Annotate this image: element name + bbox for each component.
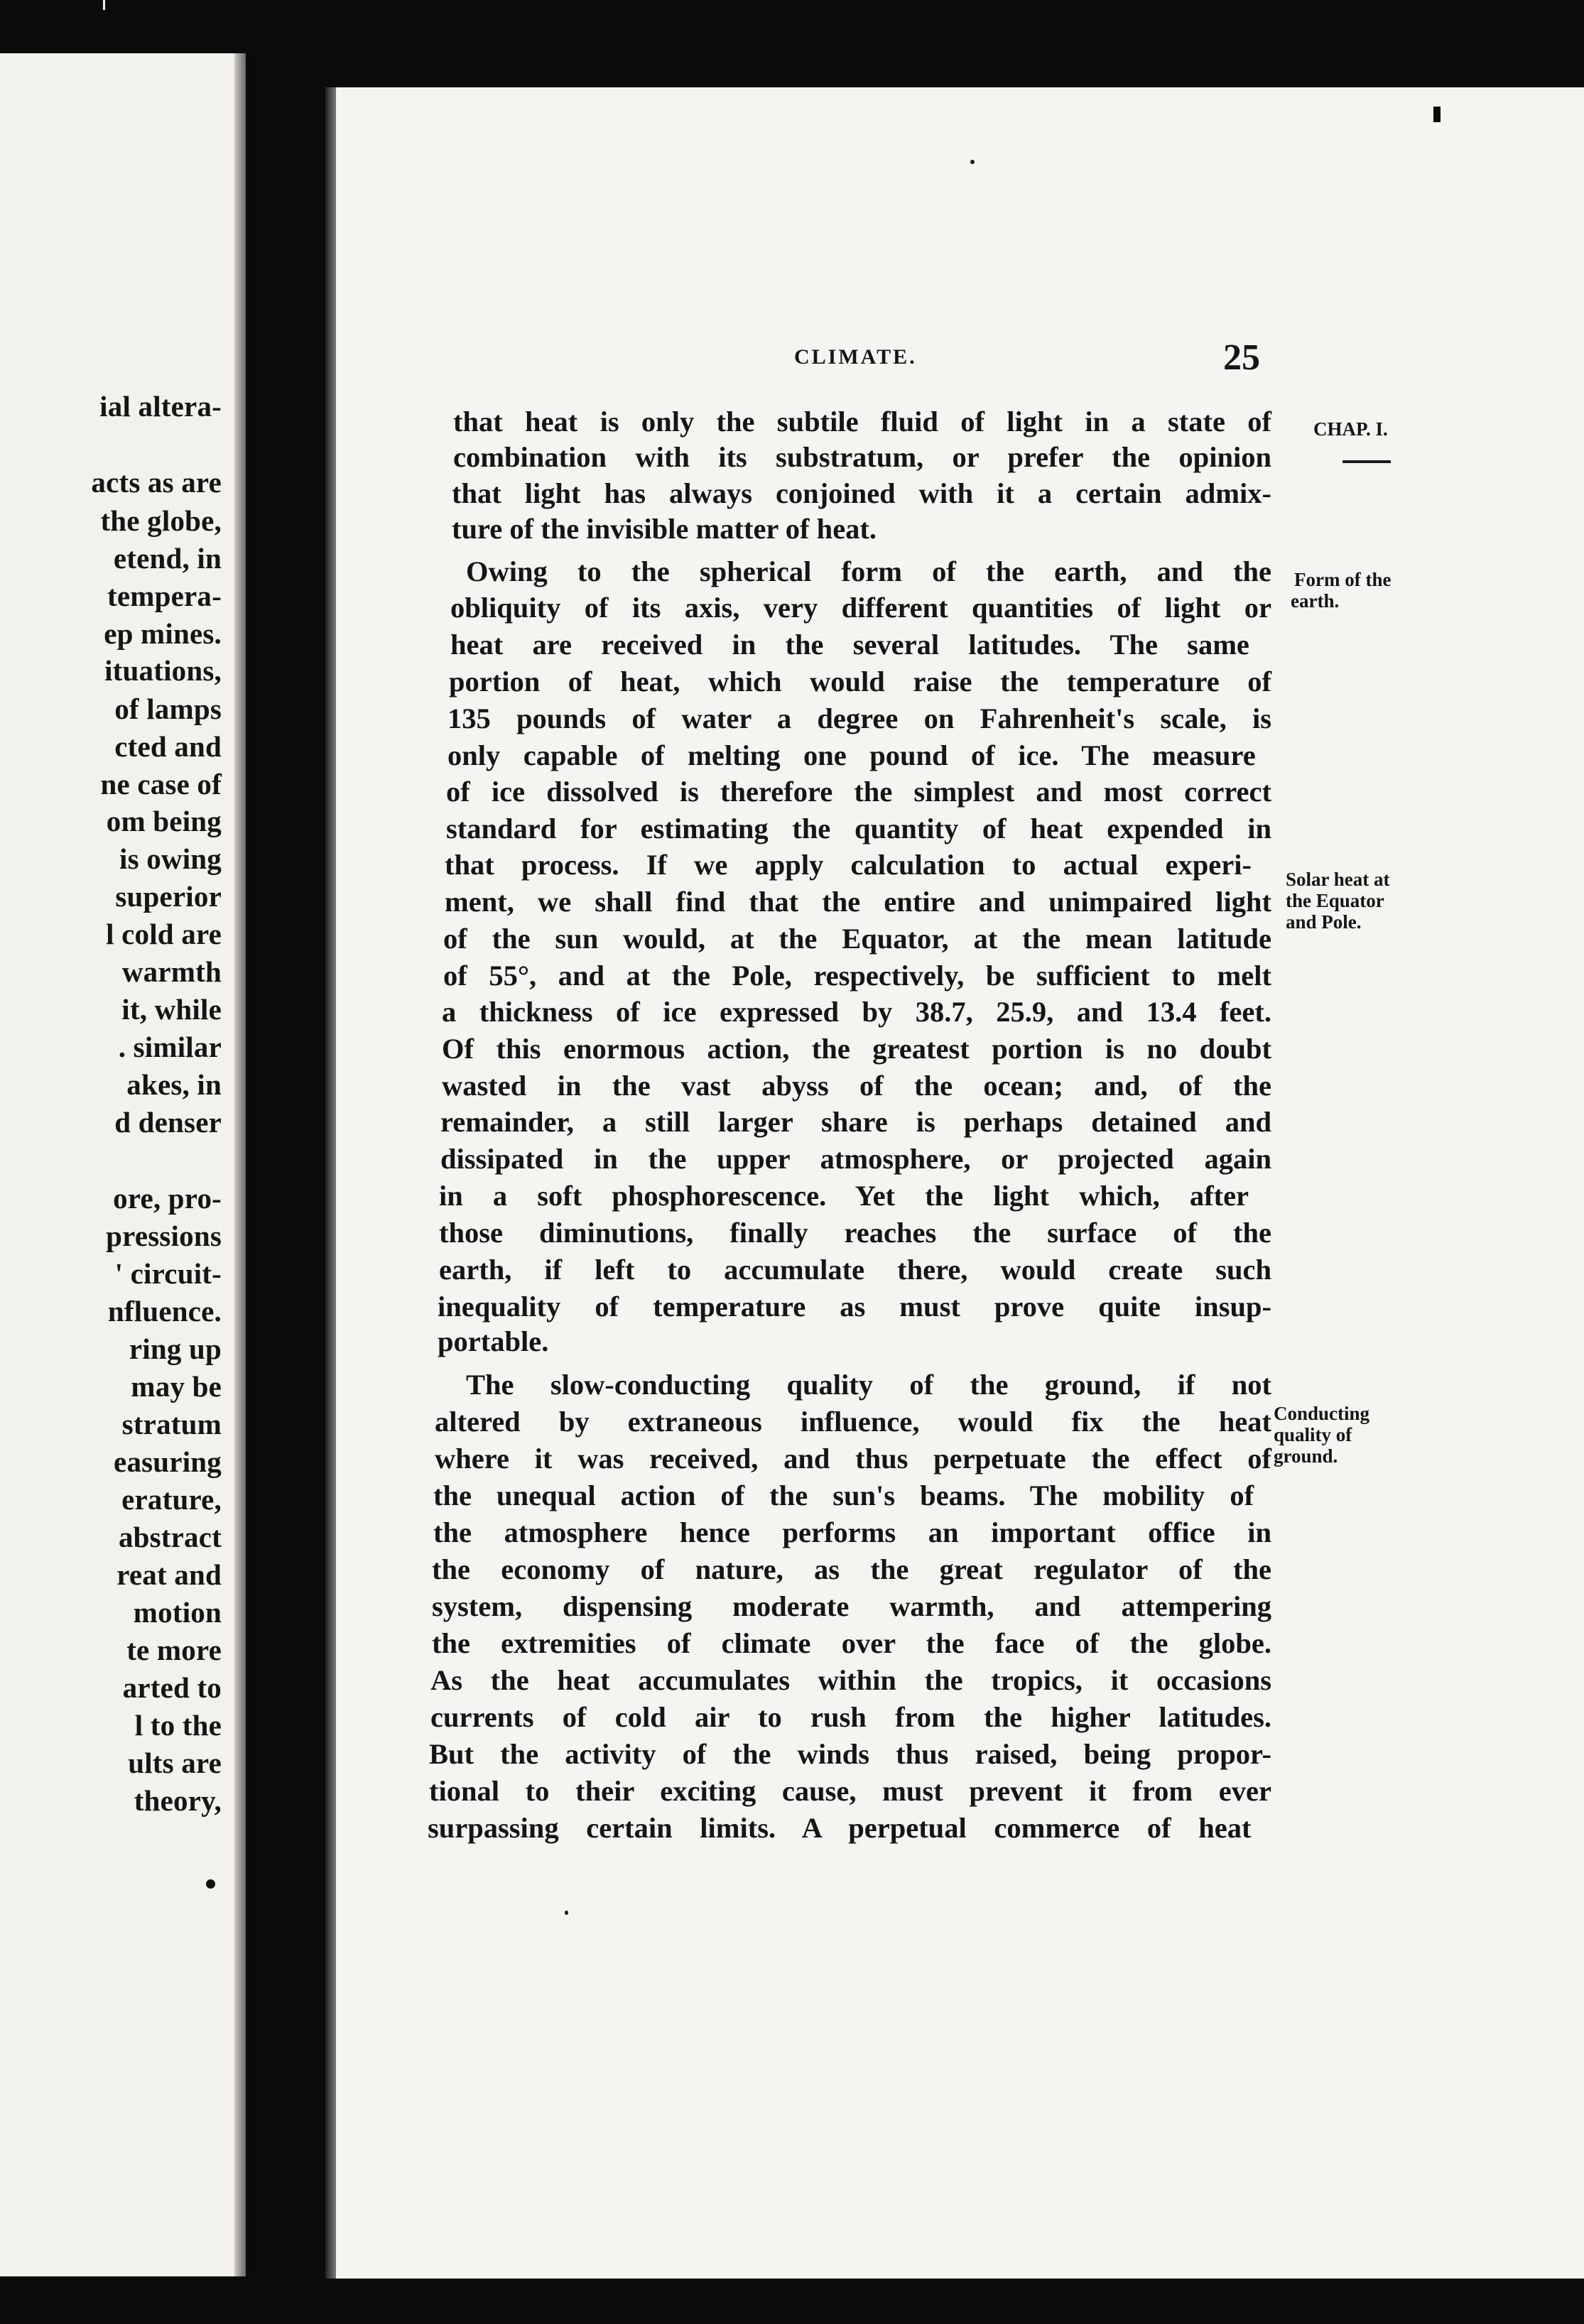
previous-page-line: easuring	[114, 1445, 222, 1478]
text-line: in a soft phosphorescence. Yet the light which, after	[439, 1180, 1249, 1212]
text-line: system, dispensing moderate warmth, and attempering	[432, 1590, 1271, 1622]
text-line: As the heat accumulates within the tropics, it occasions	[430, 1664, 1271, 1696]
text-line: where it was received, and thus perpetuate the effect of	[435, 1443, 1271, 1475]
text-line: dissipated in the upper atmosphere, or projected again	[440, 1143, 1271, 1175]
previous-page-line: akes, in	[126, 1068, 222, 1101]
text-line: But the activity of the winds thus raised, being propor-	[429, 1738, 1271, 1770]
previous-page	[0, 53, 238, 2276]
previous-page-line: . similar	[118, 1031, 222, 1063]
previous-page-line: erature,	[121, 1483, 222, 1516]
text-line: surpassing certain limits. A perpetual commerce of heat	[428, 1812, 1252, 1844]
text-line: that heat is only the subtile fluid of light in a state of	[453, 406, 1271, 438]
margin-note: CHAP. I.	[1313, 418, 1388, 440]
margin-note: earth.	[1291, 590, 1340, 612]
previous-page-line: may be	[131, 1370, 222, 1403]
previous-page-line: ults are	[128, 1747, 222, 1779]
margin-note: quality of	[1274, 1424, 1352, 1445]
previous-page-line: reat and	[116, 1558, 222, 1591]
previous-page-line: acts as are	[91, 466, 222, 499]
previous-page-line: superior	[115, 880, 222, 913]
text-line: obliquity of its axis, very different quantities of light or	[450, 592, 1271, 624]
text-line: Of this enormous action, the greatest portion is no doubt	[442, 1033, 1271, 1065]
previous-page-line: cted and	[114, 730, 222, 763]
previous-page-line: abstract	[118, 1521, 222, 1553]
text-line: combination with its substratum, or prefer the opinion	[453, 441, 1271, 473]
text-line: those diminutions, finally reaches the surface of the	[439, 1217, 1271, 1249]
text-line: currents of cold air to rush from the higher latitudes.	[430, 1701, 1271, 1733]
text-line: Owing to the spherical form of the earth, and the	[466, 555, 1271, 587]
previous-page-line: tempera-	[107, 580, 222, 612]
text-line: inequality of temperature as must prove quite insup-	[438, 1291, 1271, 1323]
text-line: portion of heat, which would raise the temperature of	[449, 666, 1271, 697]
margin-note: Conducting	[1274, 1403, 1370, 1424]
previous-page-line: l to the	[134, 1709, 222, 1742]
previous-page-line: ituations,	[104, 654, 222, 687]
previous-page-line: ep mines.	[104, 617, 222, 650]
text-line: a thickness of ice expressed by 38.7, 25.9, and 13.4 feet.	[442, 996, 1271, 1028]
previous-page-line: pressions	[106, 1220, 222, 1252]
text-line: that process. If we apply calculation to actual experi-	[445, 849, 1252, 881]
text-line: of 55°, and at the Pole, respectively, be sufficient to melt	[443, 960, 1271, 992]
previous-page-line: of lamps	[114, 693, 222, 725]
text-line: of ice dissolved is therefore the simplest and most correct	[446, 776, 1271, 808]
text-line: The slow-conducting quality of the ground, if not	[466, 1369, 1271, 1401]
text-line: of the sun would, at the Equator, at the mean latitude	[443, 923, 1271, 955]
previous-page-line: ial altera-	[99, 390, 222, 423]
margin-note: and Pole.	[1286, 911, 1362, 933]
text-line: standard for estimating the quantity of heat expended in	[446, 813, 1271, 845]
previous-page-line: te more	[126, 1634, 222, 1666]
text-line: the unequal action of the sun's beams. The mobility of	[433, 1479, 1254, 1511]
page-gutter	[234, 53, 246, 2276]
text-line: ment, we shall find that the entire and unimpaired light	[445, 886, 1271, 918]
text-line: altered by extraneous influence, would fix the heat	[435, 1406, 1271, 1438]
text-line: tional to their exciting cause, must prevent it from ever	[429, 1775, 1271, 1807]
previous-page-line: ne case of	[100, 768, 222, 800]
scan-mark	[1433, 107, 1441, 122]
text-line: that light has always conjoined with it a certain admix-	[452, 477, 1271, 509]
previous-page-line: stratum	[121, 1408, 222, 1440]
previous-page-line: om being	[106, 805, 222, 837]
previous-page-line: it, while	[121, 993, 222, 1026]
previous-page-line: d denser	[114, 1106, 222, 1139]
scan-speck	[565, 1911, 568, 1915]
page-number: 25	[1223, 337, 1260, 378]
margin-note: Solar heat at	[1286, 869, 1390, 890]
previous-page-line: the globe,	[100, 504, 222, 537]
previous-page-line: ' circuit-	[114, 1257, 222, 1290]
scan-speck	[970, 160, 975, 164]
text-line: earth, if left to accumulate there, would create such	[439, 1254, 1271, 1286]
previous-page-line: warmth	[121, 955, 222, 988]
previous-page-line: ore, pro-	[113, 1182, 222, 1215]
previous-page-line: ring up	[129, 1332, 222, 1365]
text-line: ture of the invisible matter of heat.	[452, 513, 877, 545]
previous-page-line: nfluence.	[107, 1295, 222, 1327]
text-line: the atmosphere hence performs an important office in	[433, 1516, 1271, 1548]
chapter-rule	[1342, 460, 1391, 463]
text-line: only capable of melting one pound of ice. The measure	[447, 739, 1256, 771]
margin-note: ground.	[1274, 1445, 1338, 1467]
previous-page-line: l cold are	[106, 918, 222, 950]
scan-mark	[103, 0, 105, 10]
margin-note: the Equator	[1286, 890, 1384, 911]
previous-page-line: arted to	[122, 1671, 222, 1704]
text-line: 135 pounds of water a degree on Fahrenheit's scale, is	[447, 702, 1271, 734]
margin-note: Form of the	[1294, 569, 1392, 590]
previous-page-line: etend, in	[113, 542, 222, 575]
text-line: portable.	[438, 1325, 549, 1357]
text-line: heat are received in the several latitudes. The same	[450, 629, 1249, 661]
previous-page-line: is owing	[119, 842, 222, 875]
text-line: remainder, a still larger share is perhaps detained and	[440, 1106, 1271, 1138]
text-line: wasted in the vast abyss of the ocean; and, of the	[442, 1070, 1271, 1102]
text-line: the economy of nature, as the great regulator of the	[432, 1553, 1271, 1585]
previous-page-line: motion	[133, 1596, 222, 1629]
previous-page-line: theory,	[134, 1784, 222, 1817]
running-head: CLIMATE.	[794, 345, 917, 369]
text-line: the extremities of climate over the face of the globe.	[432, 1627, 1271, 1659]
scan-speck	[206, 1879, 215, 1889]
